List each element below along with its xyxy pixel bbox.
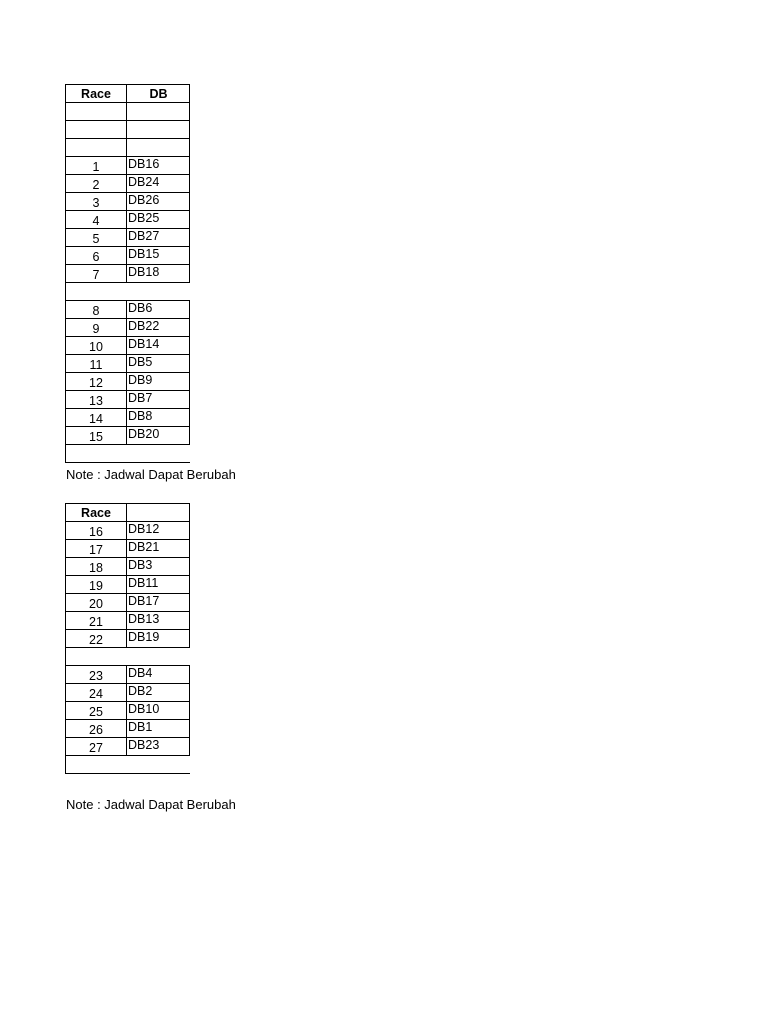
- table-row: [66, 337, 190, 355]
- empty-row: [66, 103, 190, 121]
- db-code-cell: DB6: [127, 301, 190, 319]
- race-number-cell: 12: [66, 373, 127, 391]
- race-column-header: Race: [66, 504, 127, 522]
- db-code-cell: DB11: [127, 576, 190, 594]
- race-number-cell: 13: [66, 391, 127, 409]
- race-number-cell: 11: [66, 355, 127, 373]
- race-number-cell: 26: [66, 720, 127, 738]
- race-number-cell: 7: [66, 265, 127, 283]
- table-row: [66, 576, 190, 594]
- table-row: [66, 229, 190, 247]
- table-row: [66, 427, 190, 445]
- db-code-cell: DB21: [127, 540, 190, 558]
- db-code-cell: DB15: [127, 247, 190, 265]
- table-row: [66, 684, 190, 702]
- race-number-cell: 19: [66, 576, 127, 594]
- table-row: [66, 301, 190, 319]
- db-code-cell: DB19: [127, 630, 190, 648]
- race-number-cell: 9: [66, 319, 127, 337]
- group-spacer-row: [66, 283, 190, 301]
- db-code-cell: DB9: [127, 373, 190, 391]
- db-code-cell: DB24: [127, 175, 190, 193]
- table-row: [66, 391, 190, 409]
- race-number-cell: 16: [66, 522, 127, 540]
- table-row: [66, 373, 190, 391]
- race-number-cell: 15: [66, 427, 127, 445]
- table-header-row: [66, 85, 190, 103]
- db-code-cell: DB17: [127, 594, 190, 612]
- race-number-cell: 6: [66, 247, 127, 265]
- db-code-cell: DB7: [127, 391, 190, 409]
- schedule-note-2: Note : Jadwal Dapat Berubah: [66, 797, 236, 812]
- race-number-cell: 25: [66, 702, 127, 720]
- db-code-cell: DB12: [127, 522, 190, 540]
- db-code-cell: DB3: [127, 558, 190, 576]
- table-row: [66, 355, 190, 373]
- table-row: [66, 702, 190, 720]
- table-row: [66, 612, 190, 630]
- race-number-cell: 2: [66, 175, 127, 193]
- db-code-cell: DB18: [127, 265, 190, 283]
- race-number-cell: 14: [66, 409, 127, 427]
- race-table-2: [65, 503, 189, 774]
- table-row: [66, 265, 190, 283]
- race-number-cell: 1: [66, 157, 127, 175]
- db-code-cell: DB22: [127, 319, 190, 337]
- table-row: [66, 666, 190, 684]
- empty-row: [66, 139, 190, 157]
- db-code-cell: DB8: [127, 409, 190, 427]
- db-code-cell: DB13: [127, 612, 190, 630]
- table-row: [66, 409, 190, 427]
- table-row: [66, 211, 190, 229]
- db-code-cell: DB14: [127, 337, 190, 355]
- table-row: [66, 319, 190, 337]
- schedule-note-1: Note : Jadwal Dapat Berubah: [66, 467, 236, 482]
- table-row: [66, 738, 190, 756]
- table-row: [66, 157, 190, 175]
- db-column-header: [127, 504, 190, 522]
- db-code-cell: DB4: [127, 666, 190, 684]
- table-row: [66, 630, 190, 648]
- group-spacer-row: [66, 756, 190, 774]
- db-code-cell: DB2: [127, 684, 190, 702]
- empty-row: [66, 121, 190, 139]
- table-row: [66, 522, 190, 540]
- race-number-cell: 5: [66, 229, 127, 247]
- db-code-cell: DB10: [127, 702, 190, 720]
- db-code-cell: DB1: [127, 720, 190, 738]
- group-spacer-row: [66, 445, 190, 463]
- race-number-cell: 27: [66, 738, 127, 756]
- db-code-cell: DB5: [127, 355, 190, 373]
- db-code-cell: DB16: [127, 157, 190, 175]
- race-number-cell: 24: [66, 684, 127, 702]
- table-row: [66, 247, 190, 265]
- db-code-cell: DB25: [127, 211, 190, 229]
- table-header-row: [66, 504, 190, 522]
- db-column-header: DB: [127, 85, 190, 103]
- table-row: [66, 193, 190, 211]
- race-number-cell: 18: [66, 558, 127, 576]
- db-code-cell: DB20: [127, 427, 190, 445]
- race-table-1: [65, 84, 189, 463]
- table-row: [66, 594, 190, 612]
- race-number-cell: 17: [66, 540, 127, 558]
- race-number-cell: 20: [66, 594, 127, 612]
- race-number-cell: 23: [66, 666, 127, 684]
- race-number-cell: 21: [66, 612, 127, 630]
- race-number-cell: 4: [66, 211, 127, 229]
- db-code-cell: DB23: [127, 738, 190, 756]
- table-row: [66, 175, 190, 193]
- db-code-cell: DB26: [127, 193, 190, 211]
- race-number-cell: 22: [66, 630, 127, 648]
- db-code-cell: DB27: [127, 229, 190, 247]
- race-number-cell: 3: [66, 193, 127, 211]
- race-number-cell: 8: [66, 301, 127, 319]
- group-spacer-row: [66, 648, 190, 666]
- race-number-cell: 10: [66, 337, 127, 355]
- table-row: [66, 720, 190, 738]
- table-row: [66, 540, 190, 558]
- table-row: [66, 558, 190, 576]
- race-column-header: Race: [66, 85, 127, 103]
